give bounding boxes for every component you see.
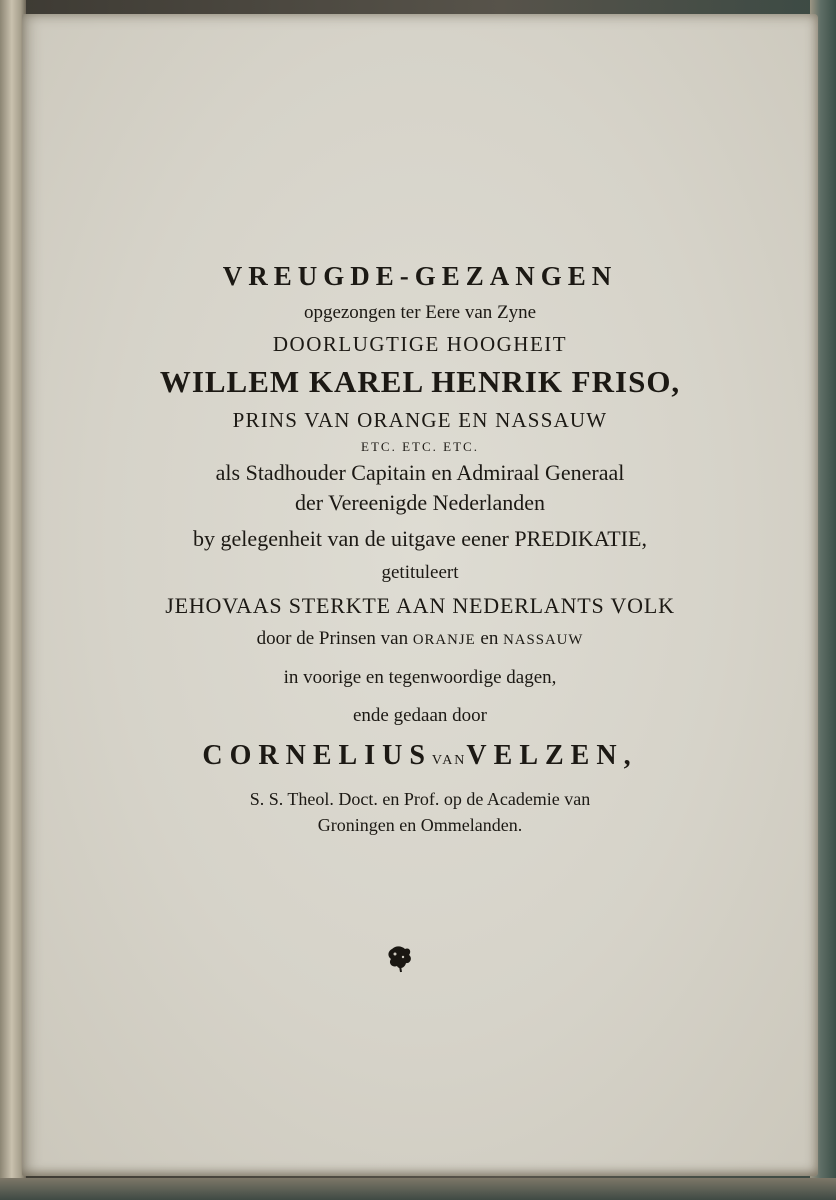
sermon-title: JEHOVAAS STERKTE AAN NEDERLANTS VOLK — [165, 593, 675, 618]
prince-name: WILLEM KAREL HENRIK FRISO, — [159, 364, 681, 399]
en-word: en — [475, 628, 504, 649]
nederlanden-line: der Vereenigde Nederlanden — [294, 490, 546, 515]
author-last-name: VELZEN, — [466, 740, 638, 771]
prince-title: PRINS VAN ORANGE EN NASSAUW — [232, 408, 608, 432]
etc-line: ETC. ETC. ETC. — [361, 439, 479, 454]
gedaan-line: ende gedaan door — [353, 705, 487, 726]
occasion-line: by gelegenheit van de uitgave eener PREDIKATIE, — [193, 526, 647, 551]
honorific-line: DOORLUGTIGE HOOGHEIT — [272, 332, 568, 356]
author-name — [22, 731, 818, 786]
author-van: VAN — [431, 753, 467, 768]
book-cover-bottom — [0, 1178, 836, 1200]
voorige-line: in voorige en tegenwoordige dagen, — [283, 667, 557, 688]
prinsen-text: door de Prinsen van — [256, 628, 413, 649]
author-university: Groningen en Ommelanden. — [317, 815, 523, 835]
title-page — [22, 14, 818, 1176]
dedication-line: opgezongen ter Eere van Zyne — [303, 302, 537, 323]
title-page-text — [22, 254, 818, 838]
prinsen-line — [22, 624, 818, 655]
oranje-word: ORANJE — [412, 632, 476, 648]
author-first-name: CORNELIUS — [202, 740, 432, 771]
getituleert-line: getituleert — [381, 562, 459, 583]
author-credentials: S. S. Theol. Doct. en Prof. op de Academie van — [249, 789, 591, 809]
printers-fleuron-icon — [386, 943, 414, 973]
main-title: VREUGDE-GEZANGEN — [222, 261, 618, 291]
nassauw-word: NASSAUW — [503, 632, 584, 648]
stadhouder-line: als Stadhouder Capitain en Admiraal Generaal — [215, 460, 625, 485]
